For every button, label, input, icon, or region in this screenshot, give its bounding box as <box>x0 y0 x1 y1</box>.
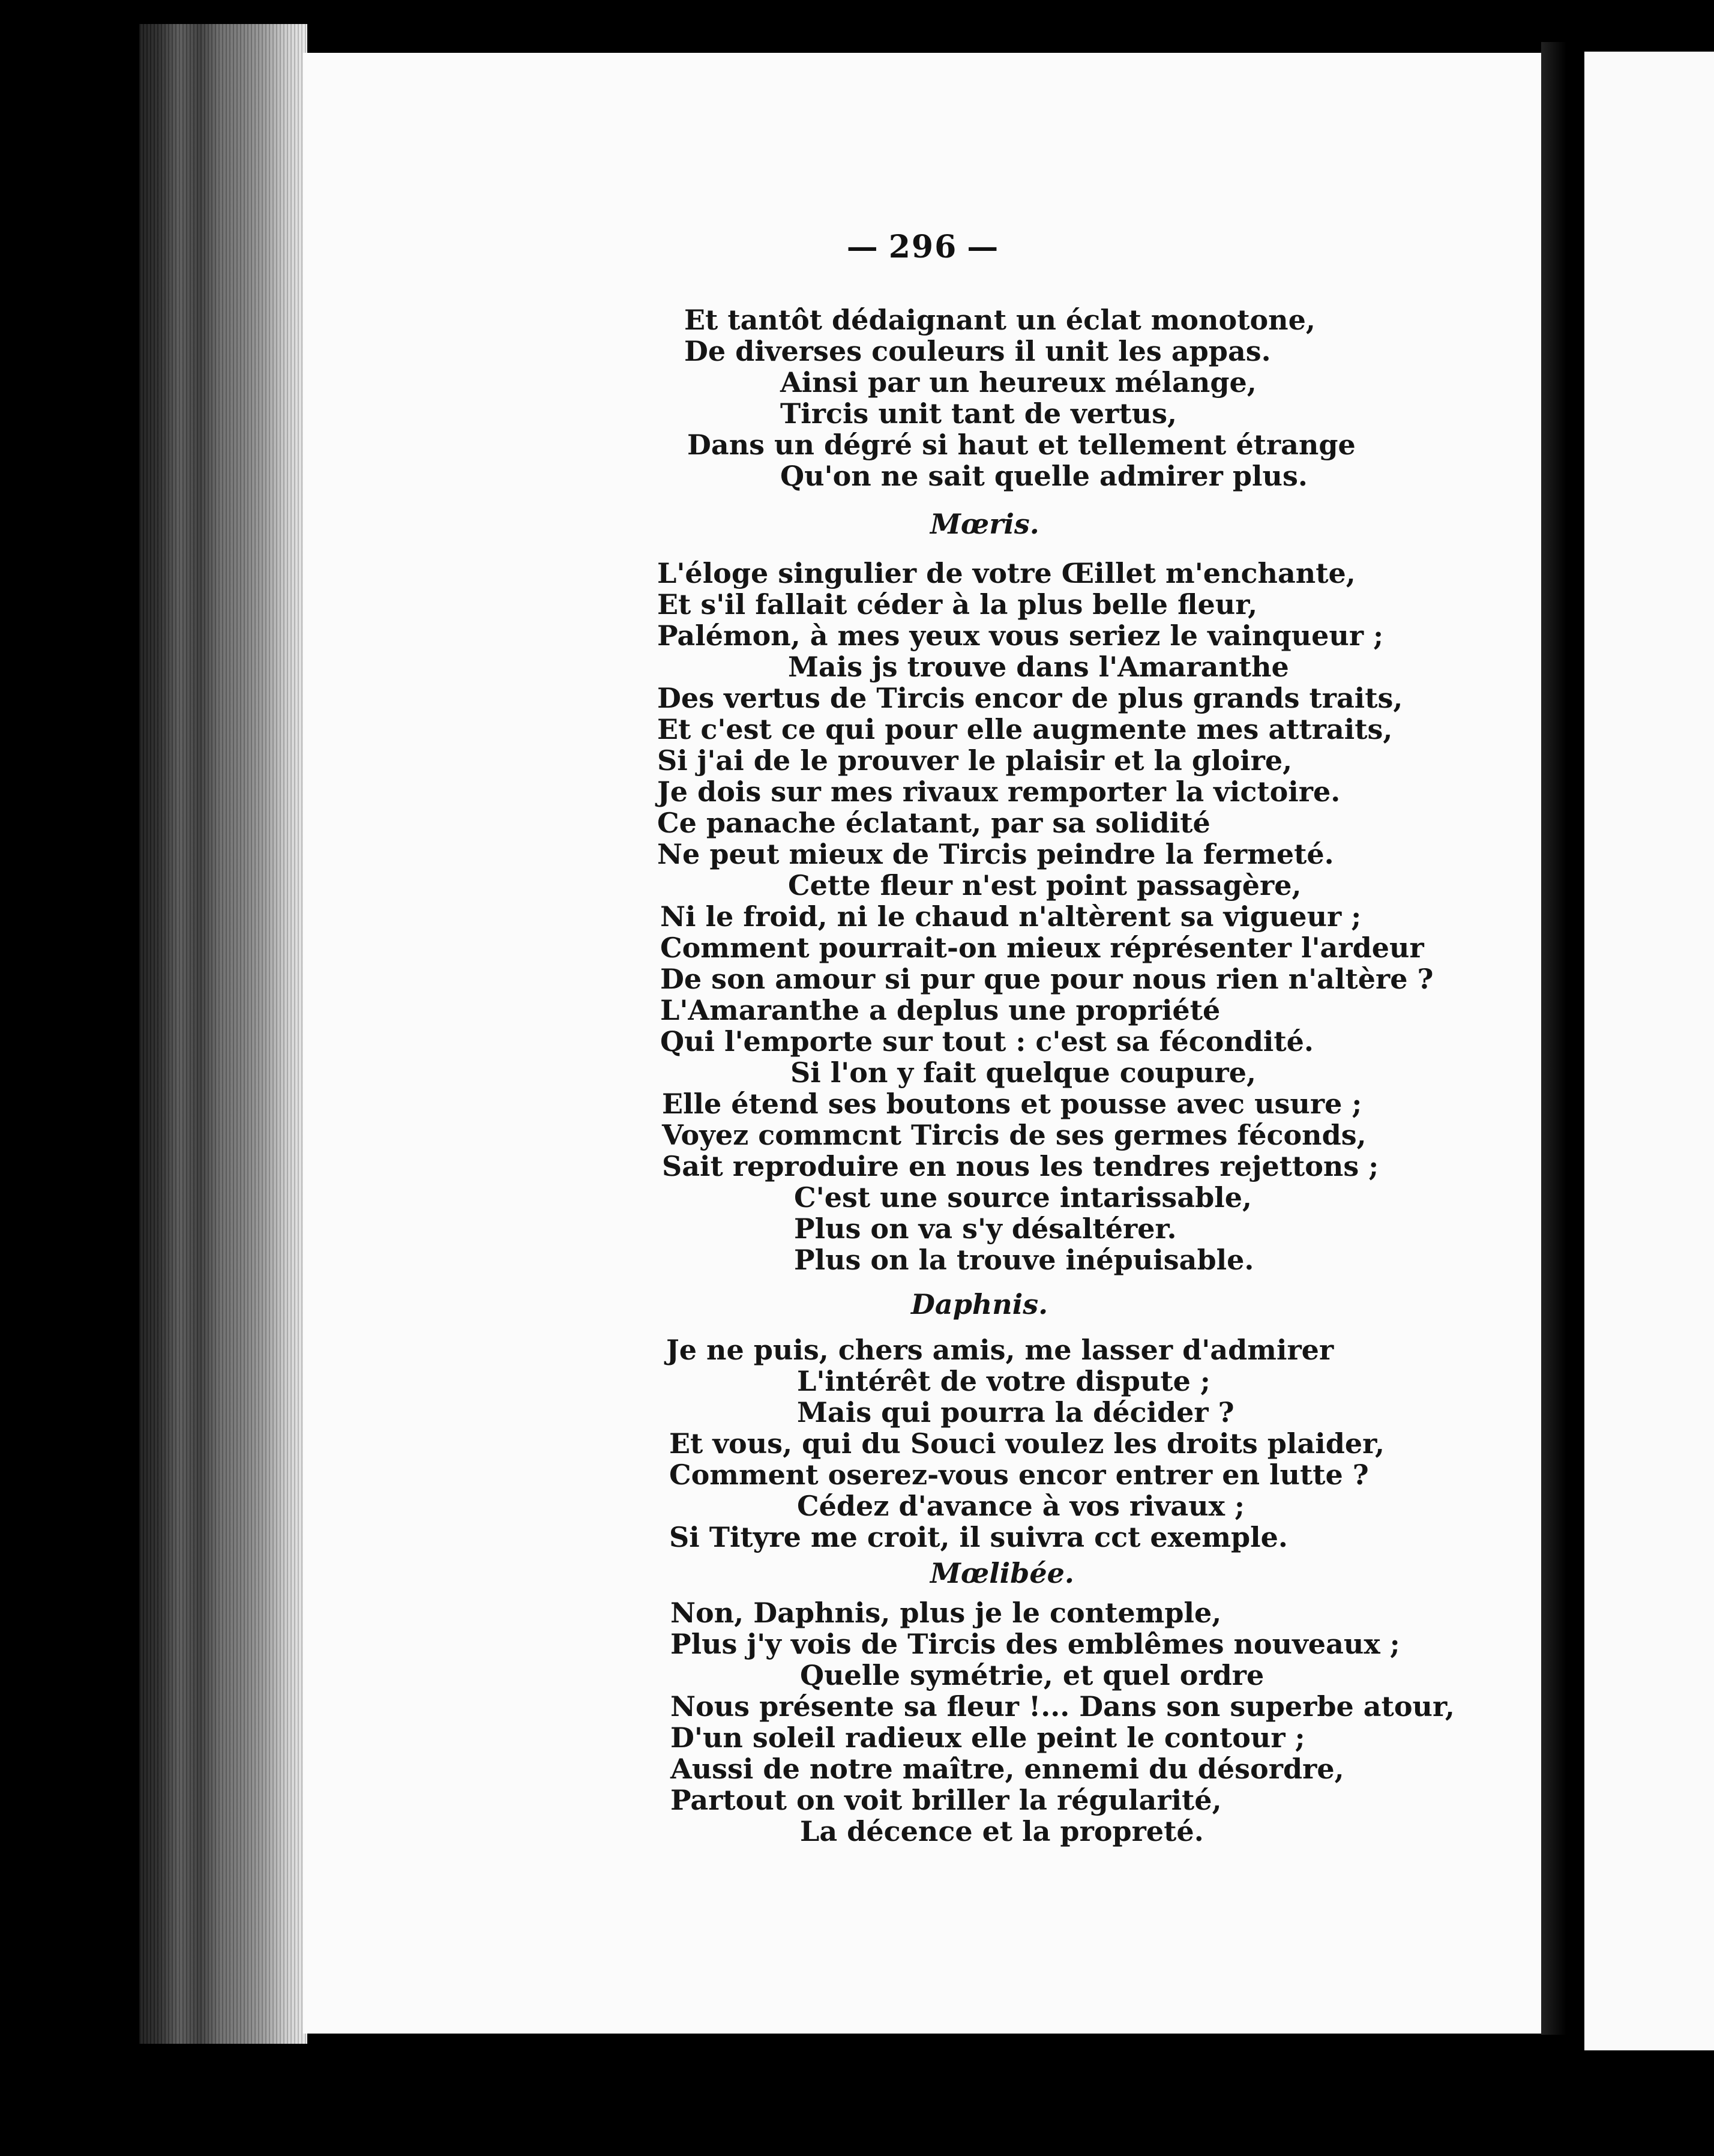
verse-line: Elle étend ses boutons et pousse avec usure ; <box>662 1088 1362 1120</box>
verse-line: De diverses couleurs il unit les appas. <box>684 335 1271 367</box>
speaker-name: Daphnis. <box>911 1288 1048 1320</box>
verse-line: L'intérêt de votre dispute ; <box>797 1365 1210 1397</box>
verse-line: Plus on la trouve inépuisable. <box>794 1244 1254 1276</box>
verse-line: Palémon, à mes yeux vous seriez le vainqueur ; <box>657 619 1384 652</box>
verse-line: Si l'on y fait quelque coupure, <box>790 1056 1256 1089</box>
verse-line: Comment oserez-vous encor entrer en lutte ? <box>669 1459 1369 1491</box>
verse-line: C'est une source intarissable, <box>794 1181 1252 1214</box>
verse-line: Sait reproduire en nous les tendres rejettons ; <box>662 1150 1379 1182</box>
verse-line: Ni le froid, ni le chaud n'altèrent sa vigueur ; <box>660 900 1362 933</box>
verse-line: Mais qui pourra la décider ? <box>797 1396 1234 1429</box>
verse-line: Nous présente sa fleur !... Dans son superbe atour, <box>670 1690 1455 1723</box>
verse-line: Ne peut mieux de Tircis peindre la fermeté. <box>657 838 1334 870</box>
verse-line: Si Tityre me croit, il suivra cct exemple. <box>669 1521 1288 1553</box>
verse-line: Et c'est ce qui pour elle augmente mes attraits, <box>657 713 1393 745</box>
gutter-shadow <box>1541 42 1583 2035</box>
verse-line: Si j'ai de le prouver le plaisir et la gloire, <box>657 744 1293 777</box>
verse-line: L'Amaranthe a deplus une propriété <box>660 994 1221 1026</box>
verse-line: Qui l'emporte sur tout : c'est sa fécondité. <box>660 1025 1314 1058</box>
verse-line: Et tantôt dédaignant un éclat monotone, <box>684 304 1316 336</box>
adjacent-page-edge <box>1584 52 1714 2050</box>
speaker-name: Mœlibée. <box>930 1557 1074 1589</box>
verse-line: Dans un dégré si haut et tellement étrange <box>687 429 1356 461</box>
book-page <box>303 53 1543 2034</box>
verse-line: Tircis unit tant de vertus, <box>780 397 1177 430</box>
verse-line: Cette fleur n'est point passagère, <box>788 869 1302 902</box>
verse-line: Qu'on ne sait quelle admirer plus. <box>780 460 1308 492</box>
header-dash-left: — <box>846 229 879 265</box>
book-page-edges <box>139 24 307 2044</box>
verse-line: Et s'il fallait céder à la plus belle fleur, <box>657 588 1258 621</box>
header-dash-right: — <box>967 229 1000 265</box>
verse-line: Quelle symétrie, et quel ordre <box>800 1659 1264 1691</box>
verse-line: Ce panache éclatant, par sa solidité <box>657 807 1210 839</box>
verse-line: La décence et la propreté. <box>800 1815 1204 1847</box>
verse-line: Aussi de notre maître, ennemi du désordre, <box>670 1753 1344 1785</box>
verse-line: Ainsi par un heureux mélange, <box>780 366 1257 399</box>
verse-line: De son amour si pur que pour nous rien n'altère ? <box>660 963 1434 995</box>
verse-line: Partout on voit briller la régularité, <box>670 1784 1222 1816</box>
verse-line: Je ne puis, chers amis, me lasser d'admirer <box>666 1334 1334 1366</box>
verse-line: Plus j'y vois de Tircis des emblêmes nouveaux ; <box>670 1628 1400 1660</box>
verse-line: D'un soleil radieux elle peint le contour ; <box>670 1721 1305 1754</box>
verse-line: Non, Daphnis, plus je le contemple, <box>670 1597 1222 1629</box>
speaker-name: Mœris. <box>930 508 1039 540</box>
verse-line: Des vertus de Tircis encor de plus grands traits, <box>657 682 1403 714</box>
verse-line: Je dois sur mes rivaux remporter la victoire. <box>657 775 1341 808</box>
page-header <box>303 229 1543 265</box>
verse-line: Comment pourrait-on mieux réprésenter l'ardeur <box>660 932 1424 964</box>
verse-line: Voyez commcnt Tircis de ses germes féconds, <box>662 1119 1367 1151</box>
page-number: 296 <box>888 229 958 265</box>
verse-line: Et vous, qui du Souci voulez les droits plaider, <box>669 1427 1385 1460</box>
verse-line: Plus on va s'y désaltérer. <box>794 1212 1177 1245</box>
verse-line: Mais js trouve dans l'Amaranthe <box>788 651 1289 683</box>
verse-line: Cédez d'avance à vos rivaux ; <box>797 1490 1245 1522</box>
verse-line: L'éloge singulier de votre Œillet m'enchante, <box>657 557 1356 589</box>
